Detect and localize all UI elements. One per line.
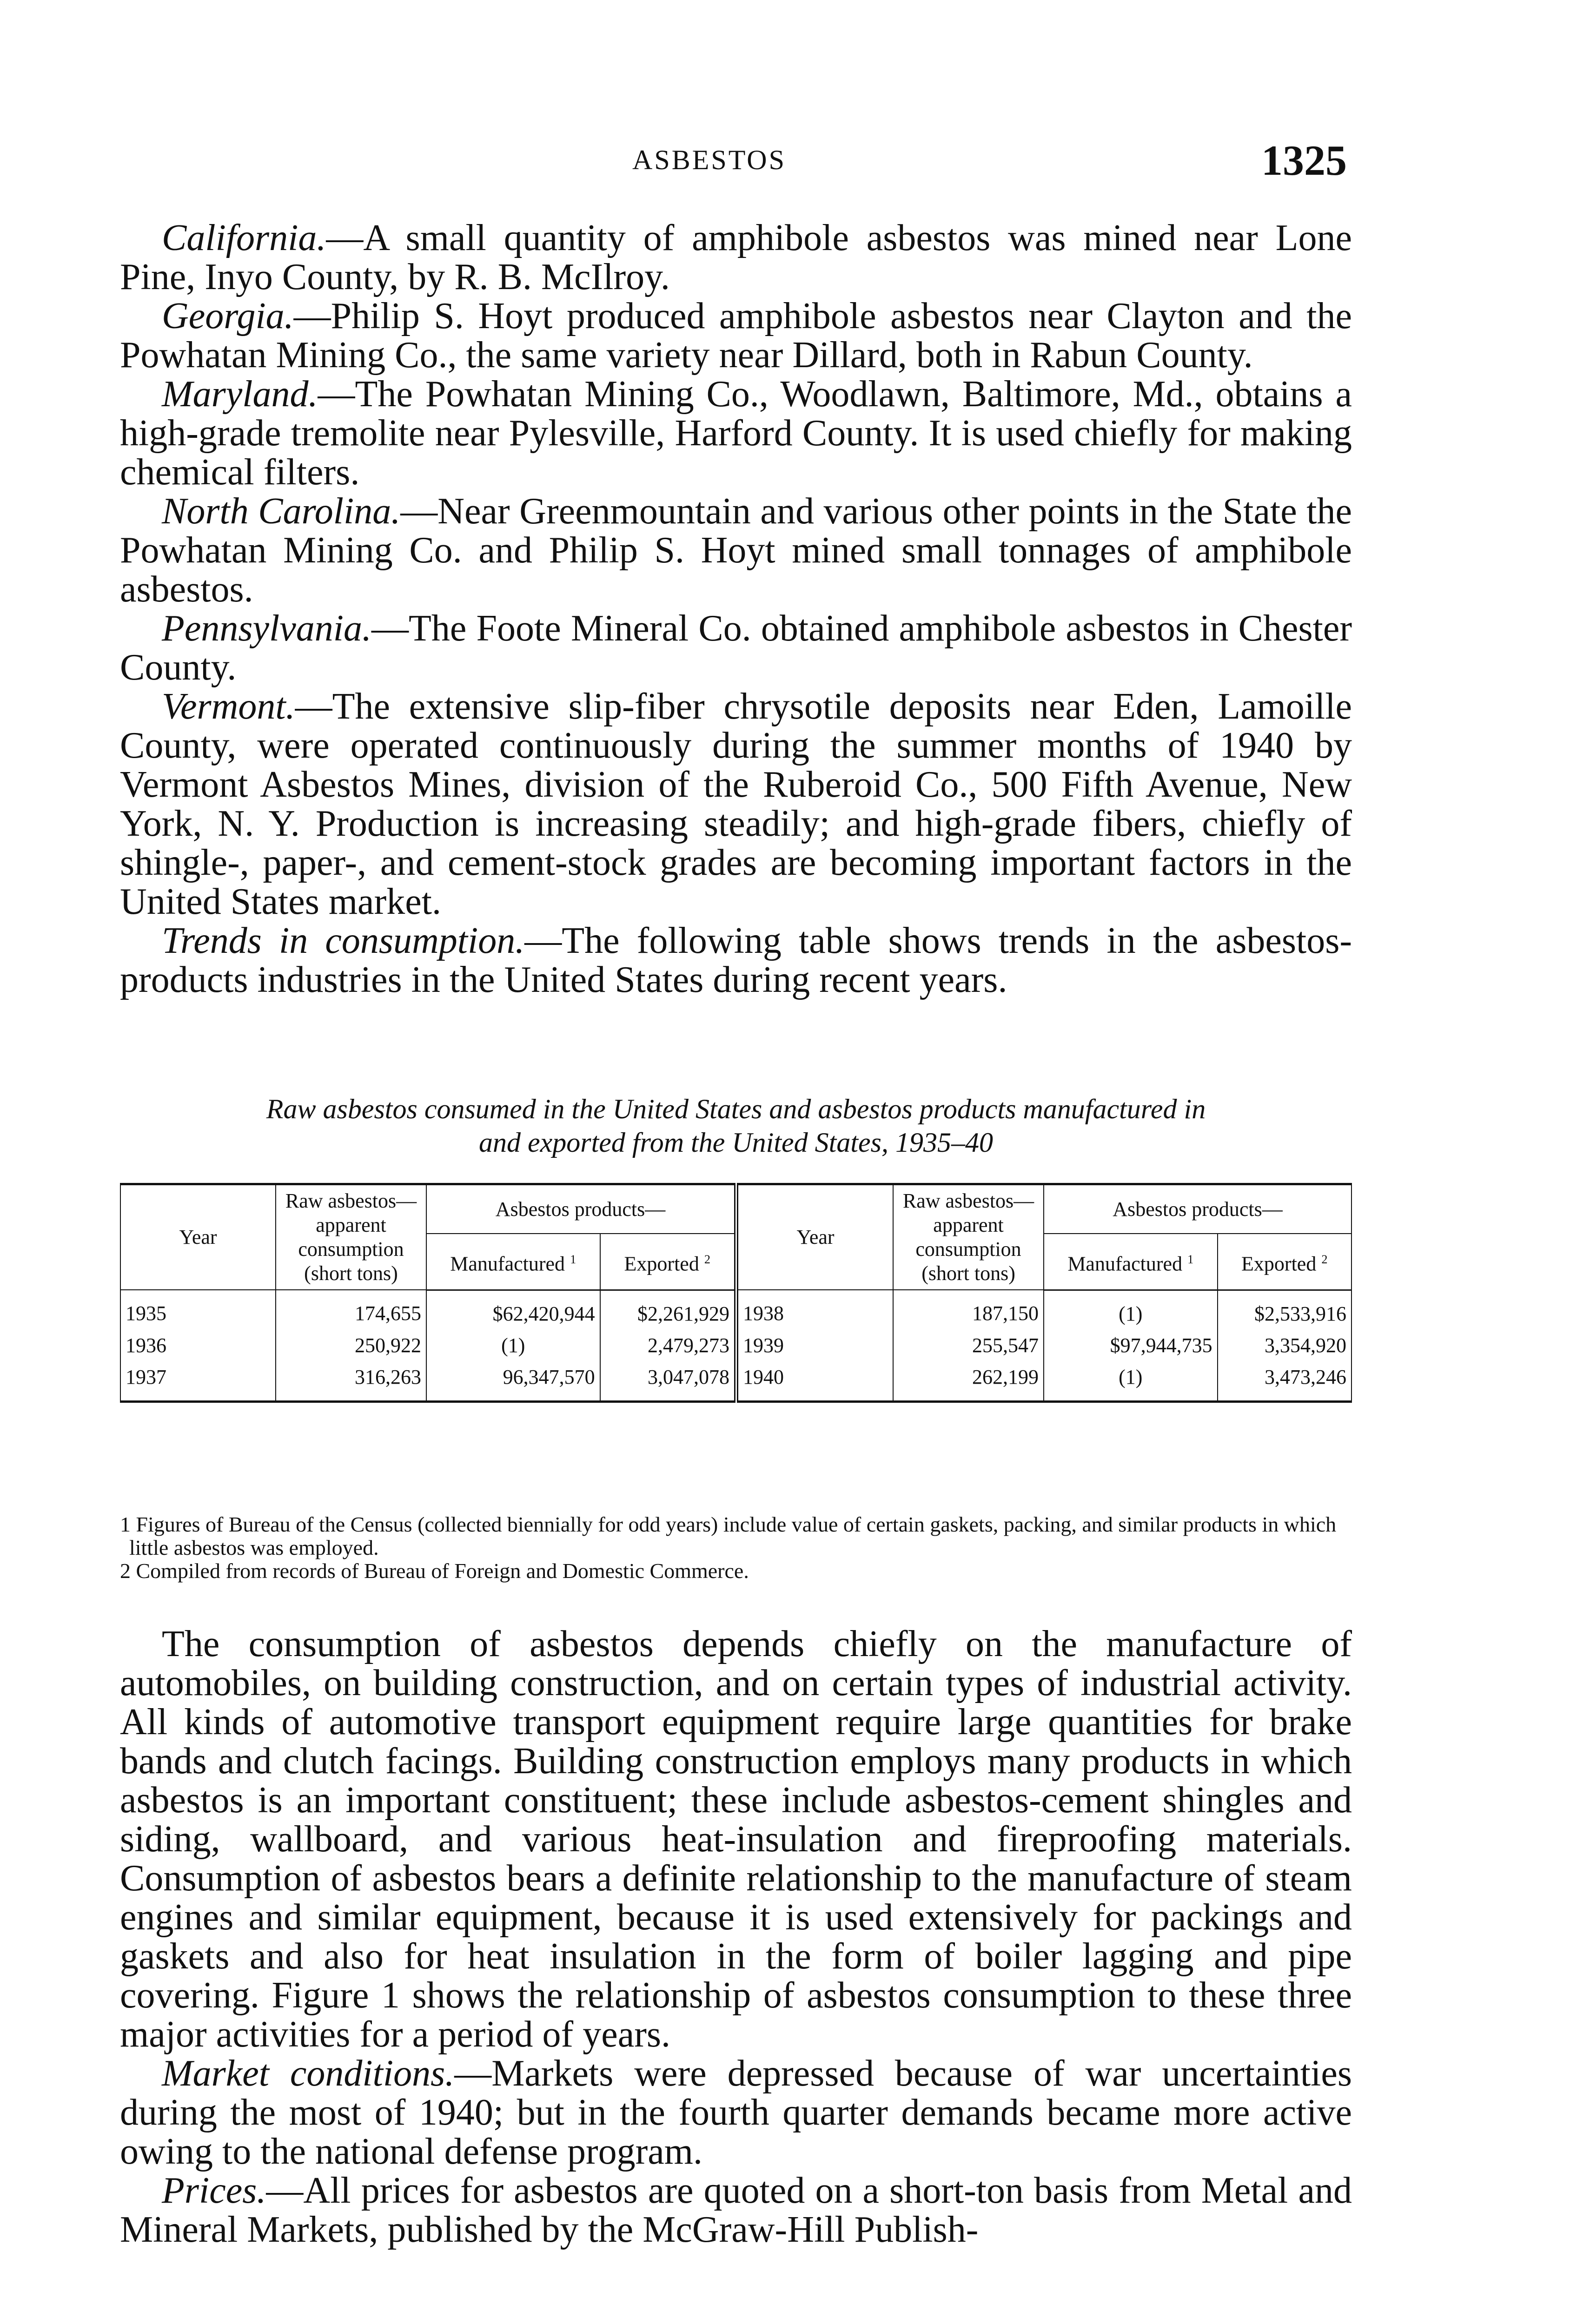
- paragraph-north-carolina: North Carolina.—Near Greenmountain and various other points in the State the Powhatan Mining Co. and Philip S. Hoyt mined small tonnages of amphibole asbestos.: [120, 491, 1352, 610]
- col-raw-asbestos-2: Raw asbestos—apparent consumption (short tons): [893, 1184, 1044, 1290]
- table-caption-line-1: Raw asbestos consumed in the United States and asbestos products manufactured in: [266, 1094, 1206, 1124]
- col-year-2: Year: [736, 1184, 894, 1290]
- paragraph-consumption: The consumption of asbestos depends chiefly on the manufacture of automobiles, on building construction, and on certain types of industrial activity. All kinds of automotive transport equipment require large quantities for brake bands and clutch facings. Building construction employs many products in which asbestos is an important constituent; these include asbestos-cement shingles and siding, wallboard, and various heat-insulation and fireproofing materials. Consumption of asbestos bears a definite relationship to the manufacture of steam engines and similar equipment, because it is used extensively for packings and gaskets and also for heat insulation in the form of boiler lagging and pipe covering. Figure 1 shows the relationship of asbestos consumption to these three major activities for a period of years.: [120, 1624, 1352, 2055]
- paragraph-vermont: Vermont.—The extensive slip-fiber chrysotile deposits near Eden, Lamoille County, were operated continuously during the summer months of 1940 by Vermont Asbestos Mines, division of the Ruberoid Co., 500 Fifth Avenue, New York, N. Y. Production is increasing steadily; and high-grade fibers, chiefly of shingle-, paper-, and cement-stock grades are becoming important factors in the United States market.: [120, 686, 1352, 922]
- paragraph-maryland: Maryland.—The Powhatan Mining Co., Woodlawn, Baltimore, Md., obtains a high-grade tremolite near Pylesville, Harford County. It is used chiefly for making chemical filters.: [120, 374, 1352, 493]
- table-row: 1936 250,922 (1) 2,479,273 1939 255,547 $97,944,735 3,354,920: [120, 1330, 1351, 1361]
- col-asbestos-products: Asbestos products—: [426, 1184, 736, 1234]
- paragraph-georgia: Georgia.—Philip S. Hoyt produced amphibole asbestos near Clayton and the Powhatan Mining Co., the same variety near Dillard, both in Rabun County.: [120, 296, 1352, 376]
- col-year: Year: [120, 1184, 276, 1290]
- paragraph-prices: Prices.—All prices for asbestos are quoted on a short-ton basis from Metal and Mineral Markets, published by the McGraw-Hill Publish-: [120, 2170, 1352, 2250]
- col-manufactured: Manufactured $^1$: [426, 1234, 600, 1290]
- col-exported-2: Exported $^2$: [1218, 1234, 1351, 1290]
- col-manufactured-2: Manufactured $^1$: [1044, 1234, 1218, 1290]
- consumption-table: [120, 1183, 1352, 1403]
- table-row: 1937 316,263 96,347,570 3,047,078 1940 262,199 (1) 3,473,246: [120, 1361, 1351, 1402]
- table-footnotes: [120, 1513, 1352, 1583]
- top-section: [120, 218, 1352, 999]
- paragraph-market-conditions: Market conditions.—Markets were depressed because of war uncertainties during the most of 1940; but in the fourth quarter demands became more active owing to the national defense program.: [120, 2053, 1352, 2172]
- footnote-2: 2 Compiled from records of Bureau of Foreign and Domestic Commerce.: [120, 1559, 749, 1583]
- page-number: 1325: [1261, 137, 1347, 184]
- paragraph-pennsylvania: Pennsylvania.—The Foote Mineral Co. obtained amphibole asbestos in Chester County.: [120, 608, 1352, 688]
- running-title: ASBESTOS: [632, 145, 787, 175]
- bottom-section: [120, 1624, 1352, 2249]
- table-caption-line-2: and exported from the United States, 1935–40: [479, 1127, 993, 1158]
- table-row: 1935 174,655 $62,420,944 $2,261,929 1938 187,150 (1) $2,533,916: [120, 1290, 1351, 1330]
- table-caption: [120, 1092, 1352, 1159]
- footnote-1: 1 Figures of Bureau of the Census (collected biennially for odd years) include value of certain gaskets, packing, and similar products in which little asbestos was employed.: [120, 1512, 1337, 1559]
- paragraph-california: California.—A small quantity of amphibole asbestos was mined near Lone Pine, Inyo County, by R. B. McIlroy.: [120, 218, 1352, 297]
- paragraph-trends: Trends in consumption.—The following table shows trends in the asbestos-products industries in the United States during recent years.: [120, 920, 1352, 1000]
- col-asbestos-products-2: Asbestos products—: [1044, 1184, 1351, 1234]
- col-exported: Exported $^2$: [600, 1234, 736, 1290]
- page-header: [0, 136, 1570, 187]
- col-raw-asbestos: Raw asbestos—apparent consumption (short tons): [276, 1184, 426, 1290]
